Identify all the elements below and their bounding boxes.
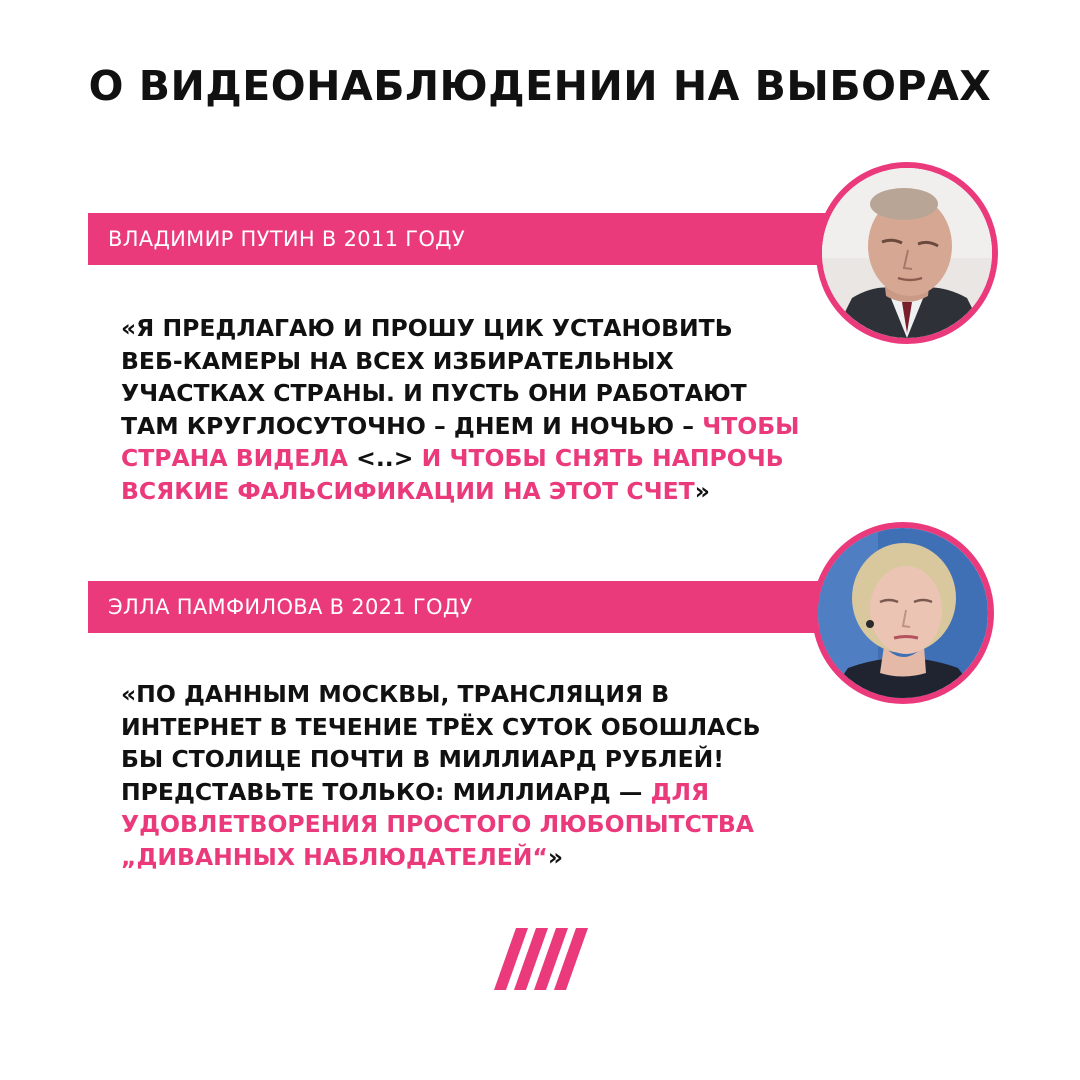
speaker-banner-1 <box>88 213 848 265</box>
speaker-label: ВЛАДИМИР ПУТИН В 2011 ГОДУ <box>108 227 465 251</box>
quote-fragment: » <box>547 842 564 871</box>
dozhd-logo-icon <box>494 928 588 990</box>
quote-line <box>121 442 901 475</box>
portrait-photo-icon <box>818 528 988 698</box>
portrait-icon <box>812 522 994 704</box>
speaker-label: ЭЛЛА ПАМФИЛОВА В 2021 ГОДУ <box>108 595 473 619</box>
quote-line: ИНТЕРНЕТ В ТЕЧЕНИЕ ТРЁХ СУТОК ОБОШЛАСЬ <box>121 712 761 741</box>
quote-line: УЧАСТКАХ СТРАНЫ. И ПУСТЬ ОНИ РАБОТАЮТ <box>121 379 747 407</box>
quote-line <box>121 475 901 508</box>
quote-text-2 <box>121 678 901 873</box>
quote-fragment: ПРЕДСТАВЬТЕ ТОЛЬКО: МИЛЛИАРД — <box>121 777 651 806</box>
highlighted-fragment: ВСЯКИЕ ФАЛЬСИФИКАЦИИ НА ЭТОТ СЧЕТ <box>121 476 695 505</box>
highlighted-fragment: „ДИВАННЫХ НАБЛЮДАТЕЛЕЙ“ <box>121 842 548 871</box>
quote-fragment: ТАМ КРУГЛОСУТОЧНО – ДНЕМ И НОЧЬЮ – <box>121 411 703 440</box>
quote-line <box>121 776 901 809</box>
quote-fragment: » <box>694 476 710 505</box>
highlighted-fragment: И ЧТОБЫ СНЯТЬ НАПРОЧЬ <box>421 444 784 472</box>
quote-line: «ПО ДАННЫМ МОСКВЫ, ТРАНСЛЯЦИЯ В <box>121 680 670 708</box>
quote-line <box>121 841 901 874</box>
speaker-banner-2 <box>88 581 848 633</box>
quote-line <box>121 410 901 443</box>
highlighted-fragment: УДОВЛЕТВОРЕНИЯ ПРОСТОГО ЛЮБОПЫТСТВА <box>121 810 754 838</box>
quote-line: ВЕБ-КАМЕРЫ НА ВСЕХ ИЗБИРАТЕЛЬНЫХ <box>121 346 674 375</box>
quote-line: «Я ПРЕДЛАГАЮ И ПРОШУ ЦИК УСТАНОВИТЬ <box>121 314 733 342</box>
highlighted-fragment: СТРАНА ВИДЕЛА <box>121 444 348 472</box>
highlighted-fragment: ЧТОБЫ <box>702 411 800 440</box>
quote-line <box>121 808 901 841</box>
highlighted-fragment: ДЛЯ <box>650 777 710 806</box>
quote-text-1 <box>121 312 901 507</box>
quote-fragment: <..> <box>348 444 422 472</box>
page-title: О ВИДЕОНАБЛЮДЕНИИ НА ВЫБОРАХ <box>88 62 992 110</box>
quote-line: БЫ СТОЛИЦЕ ПОЧТИ В МИЛЛИАРД РУБЛЕЙ! <box>121 745 725 773</box>
